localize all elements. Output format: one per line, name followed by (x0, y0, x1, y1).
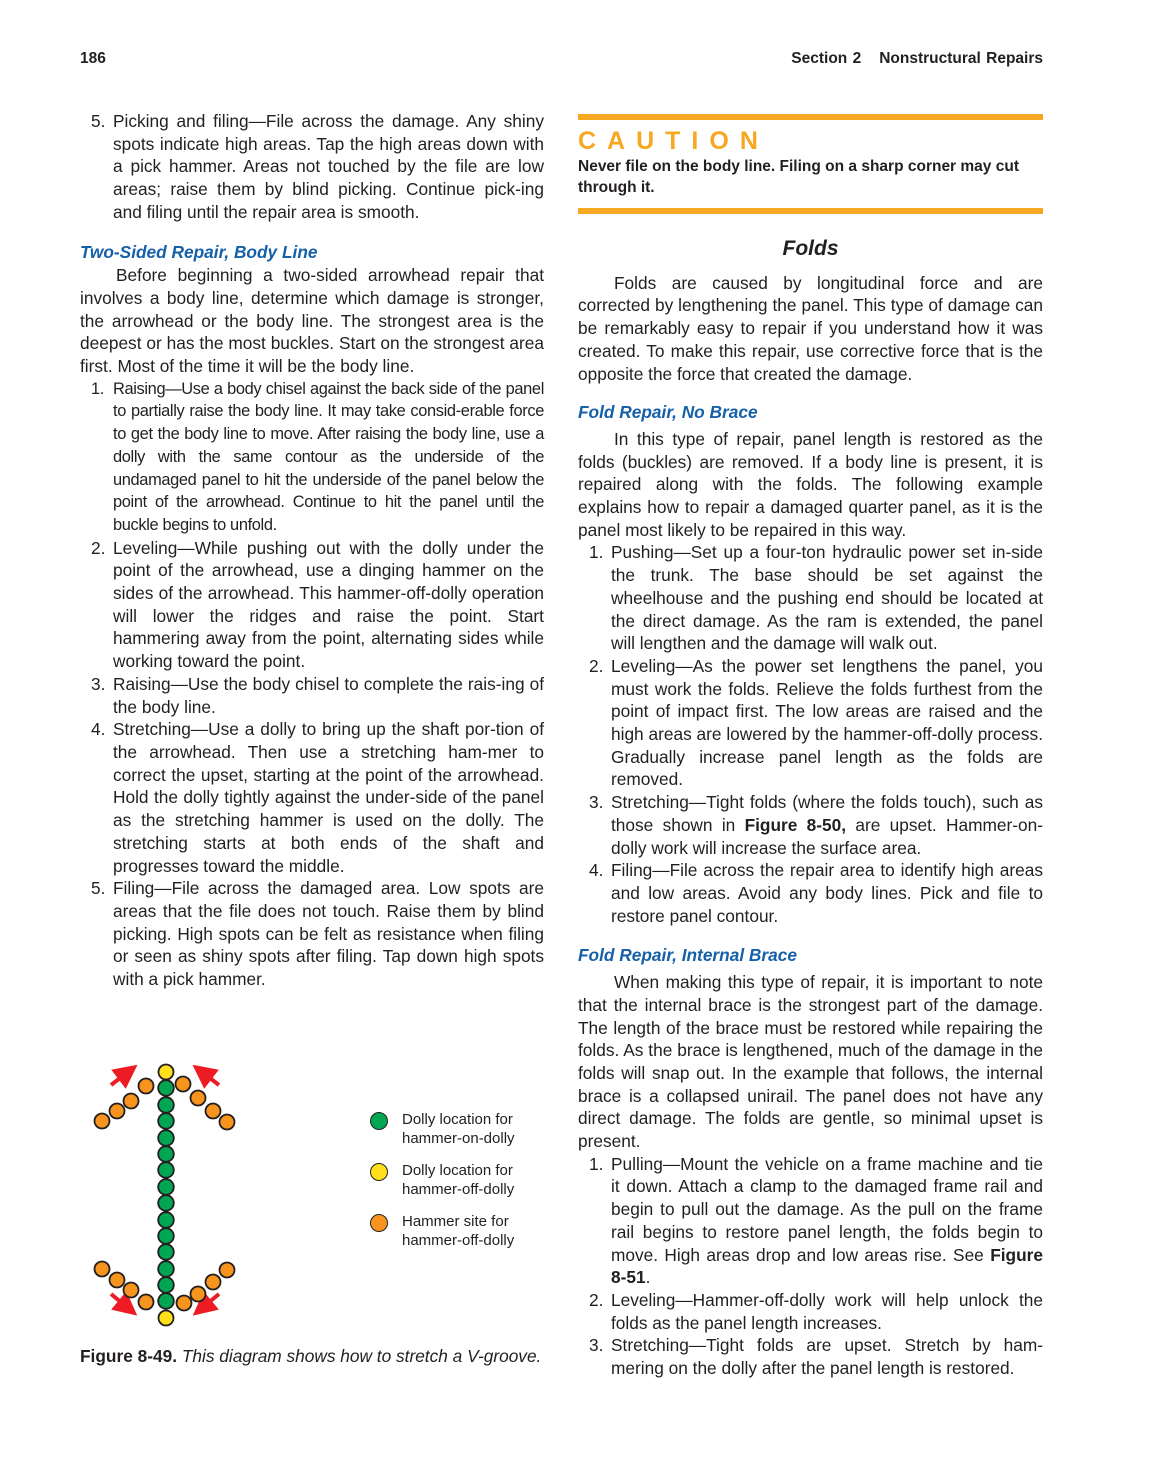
subheading-two-sided-repair: Two-Sided Repair, Body Line (80, 241, 318, 262)
list-item: 2. Leveling—While pushing out with the dolly under the point of the arrowhead, use a dinging hammer on the sides of the arrowhead. This hammer-off-dolly operation will lower the ridges and raise the point. Start hammering away from the point, alternating sides while working toward the point. (91, 537, 544, 672)
list-item: 5. Picking and filing—File across the damage. Any shiny spots indicate high areas. Tap the high areas down with a pick hammer. Areas not touched by the file are low areas; raise them by blind picking. Continue pick-ing and filing until the repair area is smooth. (91, 111, 544, 222)
body-paragraph: Before beginning a two-sided arrowhead repair that involves a body line, determine which damage is stronger, the arrowhead or the body line. The strongest area is the deepest or has the most buckles. Start on the strongest area first. Most of the time it will be the body line. (80, 265, 544, 377)
list-item: 1. Pushing—Set up a four-ton hydraulic power set in-side the trunk. The base should be set against the wheelhouse and the pushing end should be located at the direct damage. As the ram is extended, the panel will lengthen and the damage will walk out. (589, 542, 1043, 654)
continued-list (80, 110, 544, 224)
dolly-on-dots (158, 1080, 174, 1309)
figure-reference: Figure 8-51 (611, 1244, 1043, 1288)
no-brace-list (578, 541, 1043, 927)
list-item: 4. Filing—File across the repair area to identify high areas and low areas. Avoid any body lines. Pick and file to restore panel contour. (589, 860, 1043, 926)
running-header (80, 50, 1043, 72)
right-column (578, 114, 1043, 1380)
procedure-list (80, 537, 544, 991)
procedure-list-item1 (80, 378, 544, 537)
body-paragraph: Folds are caused by longitudinal force and are corrected by lengthening the panel. This type of damage can be remarkably easy to repair if you understand how it was created. To make this repair, use corrective force that is the opposite the force that created the damage. (578, 272, 1043, 384)
internal-brace-list (578, 1153, 1043, 1380)
list-item: 4. Stretching—Use a dolly to bring up the shaft por-tion of the arrowhead. Then use a stretching ham-mer to correct the upset, starting at the point of the arrowhead. Hold the dolly tightly against the under-side of the panel as the stretching hammer is used on the dolly. The stretching starts at both ends of the shaft and progresses toward the middle. (91, 719, 544, 876)
list-item: 1. Raising—Use a body chisel against the back side of the panel to partially raise the body line. It may take consid-erable force to get the body line to move. After raising the body line, use a dolly with the same contour as the underside of the undamaged panel to hit the underside of the panel below the point of the arrowhead. Continue to hit the panel until the buckle begins to unfold. (91, 379, 544, 534)
figure-reference: Figure 8-50, (744, 814, 847, 835)
list-item: 3. Stretching—Tight folds (where the folds touch), such as those shown in Figure 8-50, are upset. Hammer-on-dolly work will increase the surface area. (589, 792, 1044, 858)
legend-hammer-site: Hammer site for hammer-off-dolly (370, 1212, 515, 1250)
section-heading-folds: Folds (782, 237, 839, 260)
subheading-internal-brace: Fold Repair, Internal Brace (578, 945, 797, 966)
figure-8-49 (80, 1060, 550, 1340)
body-paragraph: When making this type of repair, it is important to note that the internal brace is the strongest part of the damage. The length of the brace must be restored while repairing the folds. As the brace is lengthened, much of the damage in the folds will snap out. In the example that follows, the internal brace is a collapsed unirail. The panel does not have any direct damage. The folds are gentle, so minimal upset is present. (578, 972, 1043, 1152)
legend-dolly-off: Dolly location for hammer-off-dolly (370, 1161, 515, 1199)
section-title: Section 2 Nonstructural Repairs (791, 50, 1043, 67)
orange-dot-icon (370, 1214, 388, 1232)
list-item: 3. Raising—Use the body chisel to complete the rais-ing of the body line. (91, 673, 544, 717)
caution-box (578, 114, 1043, 214)
body-paragraph: In this type of repair, panel length is restored as the folds (buckles) are removed. If a body line is present, it is repaired along with the folds. The following example explains how to repair a damaged quarter panel, as it is the panel most likely to be repaired in this way. (578, 428, 1043, 540)
v-groove-diagram (80, 1060, 250, 1340)
page-number: 186 (80, 50, 106, 67)
list-item: 2. Leveling—As the power set lengthens the panel, you must work the folds. Relieve the folds furthest from the point of impact first. The low areas are raised and the high areas are lowered by the hammer-off-dolly process. Gradually increase panel length as the folds are removed. (589, 655, 1043, 790)
list-item: 5. Filing—File across the damaged area. Low spots are areas that the file does not touch. Raise them by blind picking. High spots can be felt as resistance when filing or seen as shiny spots after filing. Tap down high spots with a pick hammer. (91, 878, 544, 990)
figure-legend (370, 1110, 515, 1263)
green-dot-icon (370, 1112, 388, 1130)
caution-title: CAUTION (578, 127, 769, 155)
list-item: 3. Stretching—Tight folds are upset. Stretch by ham-mering on the dolly after the panel length is restored. (589, 1335, 1043, 1379)
left-column (80, 110, 544, 991)
caution-text: Never file on the body line. Filing on a sharp corner may cut through it. (578, 158, 1019, 196)
legend-hammer-on-dolly: Dolly location for hammer-on-dolly (370, 1110, 515, 1148)
subheading-no-brace: Fold Repair, No Brace (578, 402, 758, 423)
yellow-dot-icon (370, 1163, 388, 1181)
list-item: 2. Leveling—Hammer-off-dolly work will help unlock the folds as the panel length increases. (589, 1289, 1043, 1333)
list-item: 1. Pulling—Mount the vehicle on a frame machine and tie it down. Attach a clamp to the damaged frame rail and begin to pull out the damage. As the pull on the frame rail begins to restore panel length, the folds begin to move. High areas drop and low areas rise. See Figure 8-51. (589, 1153, 1043, 1288)
figure-caption: Figure 8-49. This diagram shows how to stretch a V-groove. (80, 1346, 542, 1366)
